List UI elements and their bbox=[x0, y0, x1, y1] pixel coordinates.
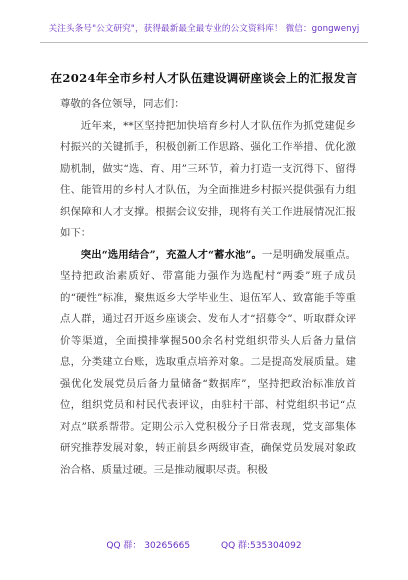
footer-qq-group-1: QQ 群： 30265665 bbox=[106, 541, 191, 551]
document-body bbox=[60, 94, 356, 481]
header-banner: 关注头条号"公文研究"，获得最新最全最专业的公文资料库！ 微信：gongwenyj bbox=[48, 24, 360, 34]
section1-heading: 突出“选用结合”，充盈人才“蓄水池”。 bbox=[80, 248, 262, 261]
section1-body: 一是明确发展重点。坚持把政治素质好、带富能力强作为选配村“两委”班子成员的“硬性”标准，聚焦返乡大学毕业生、退伍军人、致富能手等重点人群，通过召开返乡座谈会、发布人才“招募令”、听取群众评价等渠道，全面摸排掌握500余名村党组织带头人后备力量信息，分类建立台账，选取重点培养对象。二是提高发展质量。建强优化发展党员后备力量储备“数据库”，坚持把政治标准放首位，组织党员和村民代表评议，由驻村干部、村党组织书记“点对点”联系帮带。定期公示入党积极分子日常表现，党支部集体研究推荐发展对象，转正前县乡两级审查，确保党员发展对象政治合格、质量过硬。三是推动履职尽责。积极 bbox=[60, 248, 357, 476]
document-title: 在2024年全市乡村人才队伍建设调研座谈会上的汇报发言 bbox=[50, 71, 358, 85]
footer-contacts bbox=[0, 538, 408, 551]
section1-paragraph bbox=[60, 245, 356, 482]
footer-qq-group-2: QQ 群:535304092 bbox=[220, 541, 302, 551]
salutation: 尊敬的各位领导，同志们： bbox=[60, 98, 185, 110]
header-divider bbox=[40, 42, 368, 43]
intro-paragraph: 近年来，**区坚持把加快培育乡村人才队伍作为抓党建促乡村振兴的关键抓手，积极创新工作思路、强化工作举措、优化激励机制，做实“选、育、用”三环节，着力打造一支沉得下、留得住、能管用的乡村人才队伍，为全面推进乡村振兴提供强有力组织保障和人才支撑。根据会议安排，现将有关工作进展情况汇报如下： bbox=[60, 119, 356, 239]
